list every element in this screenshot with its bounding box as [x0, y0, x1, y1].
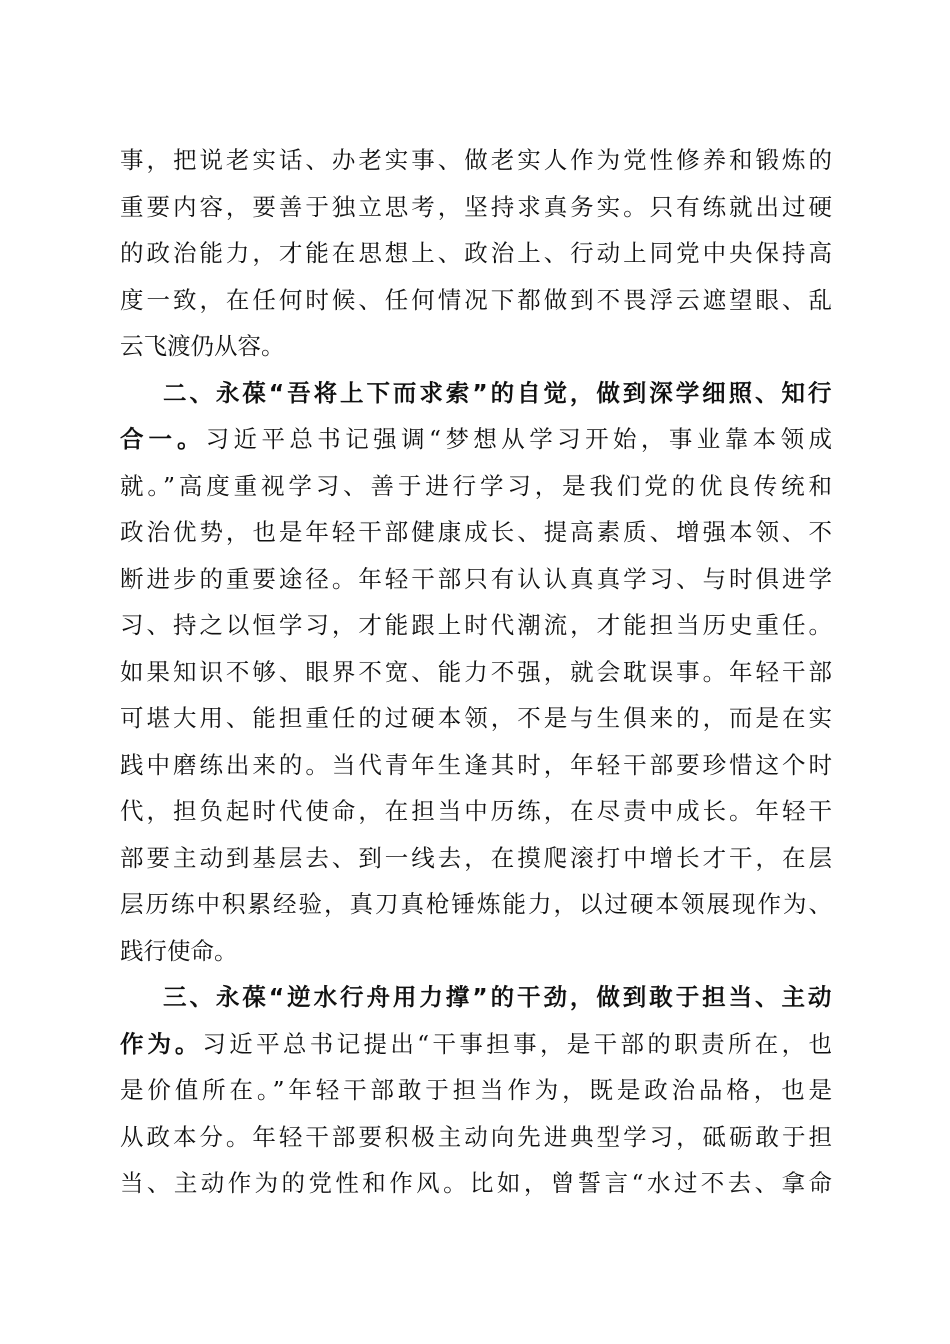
text-line: 就。”高度重视学习、善于进行学习，是我们党的优良传统和 — [120, 471, 832, 500]
section-heading-3-end: 作为。 — [120, 1029, 203, 1058]
text-line: 当、主动作为的党性和作风。比如，曾誓言“水过不去、拿命 — [120, 1169, 832, 1197]
text-line — [120, 416, 832, 463]
text-line: 云飞渡仍从容。 — [120, 332, 285, 360]
text-line: 度一致，在任何时候、任何情况下都做到不畏浮云遮望眼、乱 — [120, 285, 832, 314]
text-line: 践行使命。 — [120, 936, 238, 965]
text-line: 从政本分。年轻干部要积极主动向先进典型学习，砥砺敢于担 — [120, 1122, 832, 1151]
section-heading-2-end: 合一。 — [120, 425, 206, 453]
section-heading-2: 二、永葆“吾将上下而求索”的自觉，做到深学细照、知行 — [163, 378, 832, 407]
text-line-rest: 习近平总书记强调“梦想从学习开始，事业靠本领成 — [205, 425, 832, 453]
text-line: 层历练中积累经验，真刀真枪锤炼能力，以过硬本领展现作为、 — [120, 890, 832, 918]
text-line: 践中磨练出来的。当代青年生逢其时，年轻干部要珍惜这个时 — [120, 750, 832, 779]
text-line-rest: 习近平总书记提出“干事担事，是干部的职责所在，也 — [202, 1029, 832, 1058]
text-line: 如果知识不够、眼界不宽、能力不强，就会耽误事。年轻干部 — [120, 657, 832, 686]
text-line: 事，把说老实话、办老实事、做老实人作为党性修养和锻炼的 — [120, 146, 832, 174]
text-line: 部要主动到基层去、到一线去，在摸爬滚打中增长才干，在层 — [120, 843, 832, 872]
text-line: 政治优势，也是年轻干部健康成长、提高素质、增强本领、不 — [120, 518, 832, 546]
text-line: 断进步的重要途径。年轻干部只有认认真真学习、与时俱进学 — [120, 564, 832, 593]
text-line: 可堪大用、能担重任的过硬本领，不是与生俱来的，而是在实 — [120, 704, 832, 732]
text-line: 是价值所在。”年轻干部敢于担当作为，既是政治品格，也是 — [120, 1076, 832, 1104]
text-line: 的政治能力，才能在思想上、政治上、行动上同党中央保持高 — [120, 239, 832, 267]
text-line: 重要内容，要善于独立思考，坚持求真务实。只有练就出过硬 — [120, 192, 832, 221]
text-line: 代，担负起时代使命，在担当中历练，在尽责中成长。年轻干 — [120, 797, 832, 825]
text-line: 习、持之以恒学习，才能跟上时代潮流，才能担当历史重任。 — [120, 611, 832, 639]
document-body — [120, 137, 832, 1207]
text-line — [120, 1021, 832, 1068]
section-heading-3: 三、永葆“逆水行舟用力撑”的干劲，做到敢于担当、主动 — [163, 983, 832, 1011]
